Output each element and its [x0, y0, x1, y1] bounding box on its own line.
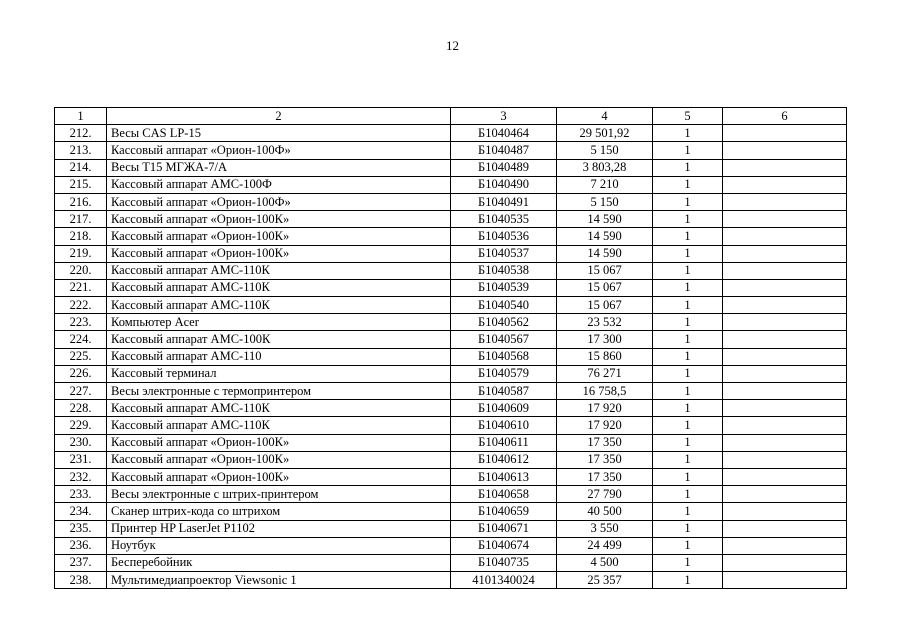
inventory-code: Б1040567 — [451, 331, 557, 348]
table-row — [55, 554, 847, 571]
inventory-code: Б1040536 — [451, 228, 557, 245]
row-number: 217. — [55, 211, 107, 228]
item-quantity: 1 — [653, 245, 723, 262]
item-note — [723, 383, 847, 400]
row-number: 235. — [55, 520, 107, 537]
row-number: 238. — [55, 572, 107, 589]
item-name: Кассовый аппарат АМС-110К — [107, 279, 451, 296]
item-value: 17 350 — [557, 451, 653, 468]
table-row — [55, 365, 847, 382]
table-row — [55, 125, 847, 142]
item-name: Сканер штрих-кода со штрихом — [107, 503, 451, 520]
row-number: 228. — [55, 400, 107, 417]
table-row — [55, 468, 847, 485]
item-value: 29 501,92 — [557, 125, 653, 142]
inventory-code: 4101340024 — [451, 572, 557, 589]
item-name: Весы электронные с штрих-принтером — [107, 486, 451, 503]
item-value: 3 550 — [557, 520, 653, 537]
column-header-3: 3 — [451, 108, 557, 125]
inventory-table — [54, 107, 847, 589]
inventory-code: Б1040613 — [451, 468, 557, 485]
item-note — [723, 554, 847, 571]
table-row — [55, 193, 847, 210]
inventory-code: Б1040611 — [451, 434, 557, 451]
row-number: 232. — [55, 468, 107, 485]
table-header — [55, 108, 847, 125]
item-quantity: 1 — [653, 383, 723, 400]
item-value: 17 350 — [557, 468, 653, 485]
item-name: Кассовый аппарат «Орион-100К» — [107, 245, 451, 262]
row-number: 237. — [55, 554, 107, 571]
item-quantity: 1 — [653, 417, 723, 434]
item-note — [723, 520, 847, 537]
item-value: 15 067 — [557, 279, 653, 296]
item-note — [723, 503, 847, 520]
item-value: 3 803,28 — [557, 159, 653, 176]
row-number: 216. — [55, 193, 107, 210]
item-value: 17 350 — [557, 434, 653, 451]
table-row — [55, 176, 847, 193]
item-note — [723, 142, 847, 159]
page-number: 12 — [446, 38, 459, 53]
item-quantity: 1 — [653, 486, 723, 503]
item-value: 17 920 — [557, 417, 653, 434]
row-number: 215. — [55, 176, 107, 193]
item-quantity: 1 — [653, 125, 723, 142]
item-value: 17 300 — [557, 331, 653, 348]
item-name: Кассовый аппарат АМС-110К — [107, 400, 451, 417]
table-row — [55, 331, 847, 348]
inventory-code: Б1040659 — [451, 503, 557, 520]
inventory-code: Б1040612 — [451, 451, 557, 468]
column-header-2: 2 — [107, 108, 451, 125]
item-note — [723, 434, 847, 451]
table-row — [55, 400, 847, 417]
row-number: 231. — [55, 451, 107, 468]
item-value: 5 150 — [557, 142, 653, 159]
table-row — [55, 486, 847, 503]
inventory-code: Б1040609 — [451, 400, 557, 417]
item-quantity: 1 — [653, 520, 723, 537]
inventory-code: Б1040579 — [451, 365, 557, 382]
column-header-5: 5 — [653, 108, 723, 125]
item-name: Бесперебойник — [107, 554, 451, 571]
item-note — [723, 193, 847, 210]
inventory-code: Б1040487 — [451, 142, 557, 159]
item-name: Кассовый аппарат «Орион-100Ф» — [107, 142, 451, 159]
item-quantity: 1 — [653, 468, 723, 485]
item-quantity: 1 — [653, 434, 723, 451]
item-note — [723, 125, 847, 142]
item-note — [723, 159, 847, 176]
table-row — [55, 314, 847, 331]
item-note — [723, 211, 847, 228]
item-quantity: 1 — [653, 572, 723, 589]
table-row — [55, 245, 847, 262]
item-note — [723, 451, 847, 468]
row-number: 229. — [55, 417, 107, 434]
item-quantity: 1 — [653, 537, 723, 554]
item-quantity: 1 — [653, 211, 723, 228]
inventory-code: Б1040490 — [451, 176, 557, 193]
item-value: 17 920 — [557, 400, 653, 417]
item-quantity: 1 — [653, 503, 723, 520]
item-name: Кассовый терминал — [107, 365, 451, 382]
item-note — [723, 331, 847, 348]
item-note — [723, 537, 847, 554]
item-name: Компьютер Acer — [107, 314, 451, 331]
item-value: 15 067 — [557, 297, 653, 314]
item-value: 4 500 — [557, 554, 653, 571]
item-quantity: 1 — [653, 331, 723, 348]
item-value: 7 210 — [557, 176, 653, 193]
inventory-code: Б1040671 — [451, 520, 557, 537]
item-name: Кассовый аппарат «Орион-100Ф» — [107, 193, 451, 210]
item-value: 27 790 — [557, 486, 653, 503]
item-note — [723, 400, 847, 417]
item-value: 5 150 — [557, 193, 653, 210]
item-name: Кассовый аппарат «Орион-100К» — [107, 468, 451, 485]
item-name: Кассовый аппарат «Орион-100К» — [107, 451, 451, 468]
inventory-code: Б1040658 — [451, 486, 557, 503]
item-note — [723, 297, 847, 314]
item-name: Кассовый аппарат «Орион-100К» — [107, 211, 451, 228]
inventory-code: Б1040489 — [451, 159, 557, 176]
item-name: Принтер HP LaserJet P1102 — [107, 520, 451, 537]
inventory-code: Б1040610 — [451, 417, 557, 434]
item-note — [723, 468, 847, 485]
row-number: 221. — [55, 279, 107, 296]
item-name: Кассовый аппарат АМС-100Ф — [107, 176, 451, 193]
row-number: 236. — [55, 537, 107, 554]
item-name: Мультимедиапроектор Viewsonic 1 — [107, 572, 451, 589]
table-row — [55, 142, 847, 159]
column-header-4: 4 — [557, 108, 653, 125]
item-quantity: 1 — [653, 279, 723, 296]
row-number: 222. — [55, 297, 107, 314]
inventory-code: Б1040491 — [451, 193, 557, 210]
row-number: 233. — [55, 486, 107, 503]
item-quantity: 1 — [653, 314, 723, 331]
item-quantity: 1 — [653, 297, 723, 314]
table-row — [55, 262, 847, 279]
column-header-1: 1 — [55, 108, 107, 125]
item-quantity: 1 — [653, 400, 723, 417]
item-name: Кассовый аппарат АМС-110К — [107, 417, 451, 434]
inventory-code: Б1040562 — [451, 314, 557, 331]
table-row — [55, 451, 847, 468]
item-note — [723, 228, 847, 245]
table-row — [55, 297, 847, 314]
item-quantity: 1 — [653, 142, 723, 159]
item-note — [723, 279, 847, 296]
inventory-code: Б1040537 — [451, 245, 557, 262]
table-row — [55, 434, 847, 451]
item-name: Кассовый аппарат АМС-110К — [107, 262, 451, 279]
inventory-code: Б1040568 — [451, 348, 557, 365]
item-note — [723, 262, 847, 279]
item-note — [723, 176, 847, 193]
item-name: Весы CAS LP-15 — [107, 125, 451, 142]
item-name: Весы электронные с термопринтером — [107, 383, 451, 400]
item-note — [723, 365, 847, 382]
item-quantity: 1 — [653, 554, 723, 571]
item-quantity: 1 — [653, 193, 723, 210]
inventory-code: Б1040674 — [451, 537, 557, 554]
item-value: 14 590 — [557, 211, 653, 228]
column-header-6: 6 — [723, 108, 847, 125]
item-note — [723, 348, 847, 365]
item-value: 16 758,5 — [557, 383, 653, 400]
row-number: 226. — [55, 365, 107, 382]
item-value: 25 357 — [557, 572, 653, 589]
row-number: 230. — [55, 434, 107, 451]
table-row — [55, 572, 847, 589]
item-value: 76 271 — [557, 365, 653, 382]
item-value: 14 590 — [557, 228, 653, 245]
item-value: 23 532 — [557, 314, 653, 331]
row-number: 225. — [55, 348, 107, 365]
item-name: Кассовый аппарат АМС-110К — [107, 297, 451, 314]
item-note — [723, 572, 847, 589]
row-number: 224. — [55, 331, 107, 348]
inventory-code: Б1040540 — [451, 297, 557, 314]
item-name: Кассовый аппарат АМС-110 — [107, 348, 451, 365]
item-note — [723, 314, 847, 331]
item-quantity: 1 — [653, 159, 723, 176]
item-note — [723, 486, 847, 503]
inventory-code: Б1040464 — [451, 125, 557, 142]
item-value: 24 499 — [557, 537, 653, 554]
inventory-code: Б1040587 — [451, 383, 557, 400]
item-note — [723, 245, 847, 262]
item-value: 40 500 — [557, 503, 653, 520]
table-row — [55, 211, 847, 228]
header-row — [55, 108, 847, 125]
item-quantity: 1 — [653, 451, 723, 468]
row-number: 223. — [55, 314, 107, 331]
item-value: 15 860 — [557, 348, 653, 365]
item-note — [723, 417, 847, 434]
item-quantity: 1 — [653, 228, 723, 245]
row-number: 214. — [55, 159, 107, 176]
item-name: Кассовый аппарат «Орион-100К» — [107, 228, 451, 245]
item-quantity: 1 — [653, 348, 723, 365]
table-row — [55, 383, 847, 400]
table-row — [55, 228, 847, 245]
row-number: 212. — [55, 125, 107, 142]
item-name: Кассовый аппарат АМС-100К — [107, 331, 451, 348]
item-name: Кассовый аппарат «Орион-100К» — [107, 434, 451, 451]
row-number: 220. — [55, 262, 107, 279]
row-number: 218. — [55, 228, 107, 245]
row-number: 213. — [55, 142, 107, 159]
inventory-code: Б1040539 — [451, 279, 557, 296]
row-number: 227. — [55, 383, 107, 400]
item-name: Весы Т15 МГЖА-7/А — [107, 159, 451, 176]
item-value: 15 067 — [557, 262, 653, 279]
table-row — [55, 348, 847, 365]
row-number: 234. — [55, 503, 107, 520]
item-value: 14 590 — [557, 245, 653, 262]
item-quantity: 1 — [653, 262, 723, 279]
table-row — [55, 279, 847, 296]
item-name: Ноутбук — [107, 537, 451, 554]
table-body — [55, 125, 847, 589]
table-row — [55, 503, 847, 520]
row-number: 219. — [55, 245, 107, 262]
table-row — [55, 159, 847, 176]
table-row — [55, 537, 847, 554]
inventory-code: Б1040735 — [451, 554, 557, 571]
item-quantity: 1 — [653, 365, 723, 382]
table-row — [55, 520, 847, 537]
inventory-code: Б1040535 — [451, 211, 557, 228]
table-row — [55, 417, 847, 434]
item-quantity: 1 — [653, 176, 723, 193]
inventory-code: Б1040538 — [451, 262, 557, 279]
